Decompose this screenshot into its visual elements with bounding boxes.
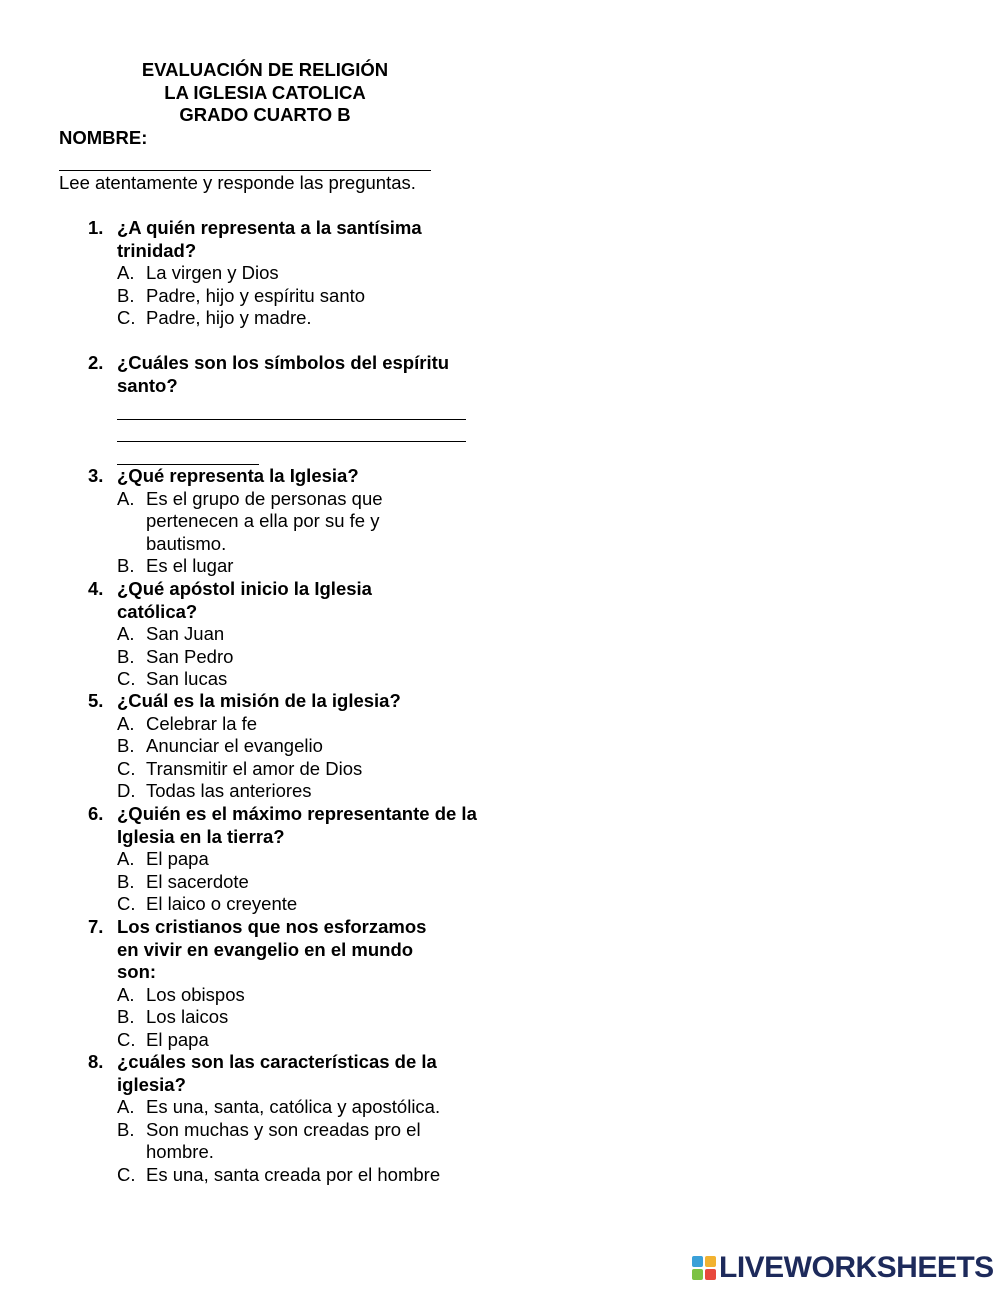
option-text: Todas las anteriores bbox=[146, 780, 312, 802]
answer-option[interactable] bbox=[117, 984, 478, 1007]
answer-option[interactable] bbox=[117, 1119, 446, 1164]
answer-option[interactable] bbox=[117, 555, 478, 578]
question-5 bbox=[88, 690, 478, 803]
option-letter: C. bbox=[117, 757, 136, 779]
answer-option[interactable] bbox=[117, 1164, 478, 1187]
question-text: ¿Qué apóstol inicio la Iglesia católica? bbox=[117, 578, 372, 622]
answer-option[interactable] bbox=[117, 668, 478, 691]
worksheet-header bbox=[60, 59, 470, 127]
option-text: Es el grupo de personas que pertenecen a ella por su fe y bautismo. bbox=[146, 487, 383, 554]
option-letter: A. bbox=[117, 623, 135, 645]
option-text: Es una, santa, católica y apostólica. bbox=[146, 1096, 441, 1118]
option-letter: C. bbox=[117, 893, 136, 915]
answer-option[interactable] bbox=[117, 1029, 478, 1052]
question-number: 3. bbox=[88, 465, 104, 486]
option-text: San Pedro bbox=[146, 645, 234, 667]
option-text: El laico o creyente bbox=[146, 893, 298, 915]
answer-line[interactable] bbox=[117, 420, 466, 443]
question-text: ¿Cuáles son los símbolos del espíritu santo? bbox=[117, 352, 450, 396]
answer-option[interactable] bbox=[117, 713, 478, 736]
question-7 bbox=[88, 916, 478, 1052]
header-grade: GRADO CUARTO B bbox=[179, 104, 351, 126]
answer-option[interactable] bbox=[117, 646, 478, 669]
option-letter: B. bbox=[117, 645, 135, 667]
answer-option[interactable] bbox=[117, 488, 409, 556]
option-text: Es el lugar bbox=[146, 555, 234, 577]
header-subtitle: LA IGLESIA CATOLICA bbox=[164, 81, 366, 103]
option-letter: B. bbox=[117, 870, 135, 892]
header-title: EVALUACIÓN DE RELIGIÓN bbox=[141, 59, 389, 80]
option-letter: A. bbox=[117, 983, 135, 1005]
answer-option[interactable] bbox=[117, 735, 478, 758]
logo-square bbox=[705, 1256, 716, 1267]
liveworksheets-brand[interactable] bbox=[692, 1253, 994, 1283]
option-letter: B. bbox=[117, 1118, 135, 1140]
answer-option[interactable] bbox=[117, 623, 478, 646]
question-number: 5. bbox=[88, 690, 104, 711]
question-number: 8. bbox=[88, 1051, 104, 1072]
question-number: 1. bbox=[88, 217, 104, 238]
option-letter: A. bbox=[117, 487, 135, 509]
option-letter: C. bbox=[117, 1163, 136, 1185]
answer-option[interactable] bbox=[117, 758, 478, 781]
option-letter: C. bbox=[117, 1028, 136, 1050]
answer-option[interactable] bbox=[117, 780, 478, 803]
option-letter: A. bbox=[117, 712, 135, 734]
answer-option[interactable] bbox=[117, 893, 478, 916]
name-input-line[interactable] bbox=[59, 150, 431, 171]
option-text: El sacerdote bbox=[146, 870, 249, 892]
question-number: 2. bbox=[88, 352, 104, 373]
option-letter: B. bbox=[117, 284, 135, 306]
option-letter: B. bbox=[117, 555, 135, 577]
option-text: Anunciar el evangelio bbox=[146, 735, 323, 757]
name-label: NOMBRE: bbox=[59, 127, 148, 148]
brand-text: LIVEWORKSHEETS bbox=[719, 1251, 994, 1284]
question-1 bbox=[88, 217, 478, 330]
question-text: ¿Quién es el máximo representante de la Iglesia en la tierra? bbox=[117, 803, 477, 847]
option-text: Los laicos bbox=[146, 1006, 229, 1028]
option-letter: A. bbox=[117, 848, 135, 870]
option-text: Celebrar la fe bbox=[146, 712, 258, 734]
answer-line[interactable] bbox=[117, 442, 259, 465]
question-text: Los cristianos que nos esforzamos en vivir en evangelio en el mundo son: bbox=[117, 916, 427, 983]
question-6 bbox=[88, 803, 478, 916]
option-letter: C. bbox=[117, 307, 136, 329]
answer-option[interactable] bbox=[117, 285, 478, 308]
liveworksheets-logo-icon bbox=[692, 1256, 716, 1280]
option-text: Transmitir el amor de Dios bbox=[146, 757, 363, 779]
option-letter: A. bbox=[117, 262, 135, 284]
question-3 bbox=[88, 465, 478, 578]
question-2 bbox=[88, 352, 478, 465]
option-text: El papa bbox=[146, 848, 209, 870]
question-4 bbox=[88, 578, 478, 691]
logo-square bbox=[705, 1269, 716, 1280]
question-text: ¿cuáles son las características de la iglesia? bbox=[117, 1051, 437, 1095]
question-8 bbox=[88, 1051, 478, 1187]
option-text: Es una, santa creada por el hombre bbox=[146, 1163, 441, 1185]
option-letter: B. bbox=[117, 1006, 135, 1028]
question-number: 7. bbox=[88, 916, 104, 937]
option-text: La virgen y Dios bbox=[146, 262, 279, 284]
option-text: Los obispos bbox=[146, 983, 245, 1005]
answer-option[interactable] bbox=[117, 848, 478, 871]
logo-square bbox=[692, 1256, 703, 1267]
option-letter: A. bbox=[117, 1096, 135, 1118]
option-text: San lucas bbox=[146, 668, 228, 690]
answer-option[interactable] bbox=[117, 262, 478, 285]
question-number: 4. bbox=[88, 578, 104, 599]
option-letter: C. bbox=[117, 668, 136, 690]
question-text: ¿Qué representa la Iglesia? bbox=[117, 465, 359, 486]
option-letter: D. bbox=[117, 780, 136, 802]
question-text: ¿A quién representa a la santísima trinidad? bbox=[117, 217, 422, 261]
option-text: El papa bbox=[146, 1028, 209, 1050]
option-letter: B. bbox=[117, 735, 135, 757]
option-text: Padre, hijo y madre. bbox=[146, 307, 312, 329]
option-text: San Juan bbox=[146, 623, 225, 645]
answer-line[interactable] bbox=[117, 397, 466, 420]
option-text: Padre, hijo y espíritu santo bbox=[146, 284, 366, 306]
answer-option[interactable] bbox=[117, 307, 478, 330]
logo-square bbox=[692, 1269, 703, 1280]
question-text: ¿Cuál es la misión de la iglesia? bbox=[117, 690, 401, 711]
answer-option[interactable] bbox=[117, 871, 478, 894]
option-text: Son muchas y son creadas pro el hombre. bbox=[146, 1118, 421, 1163]
answer-option[interactable] bbox=[117, 1096, 478, 1119]
instructions: Lee atentamente y responde las preguntas. bbox=[59, 172, 416, 193]
question-number: 6. bbox=[88, 803, 104, 824]
answer-option[interactable] bbox=[117, 1006, 478, 1029]
